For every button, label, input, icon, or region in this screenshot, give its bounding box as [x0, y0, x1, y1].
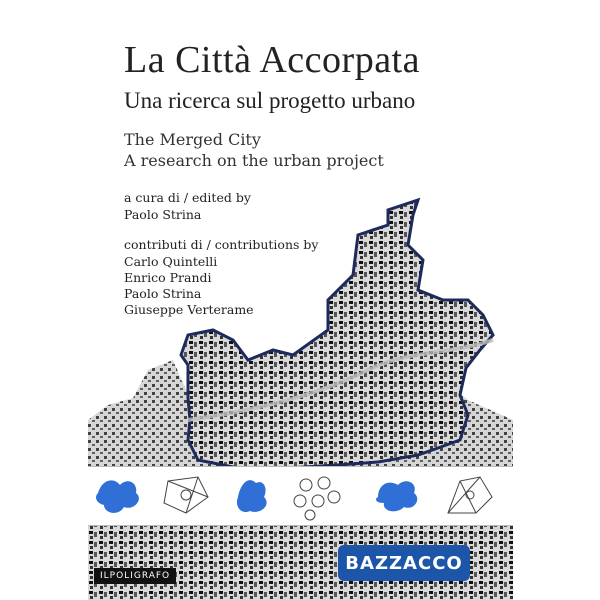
- diagram-strip: [88, 467, 513, 525]
- english-title: The Merged City: [124, 130, 261, 149]
- circles-diagram: [294, 477, 340, 520]
- blue-city-shape: [96, 480, 139, 513]
- blue-city-shape: [376, 481, 417, 511]
- line-diagram: [448, 477, 492, 513]
- english-subtitle: A research on the urban project: [124, 151, 384, 170]
- edited-by-label: a cura di / edited by: [124, 190, 251, 205]
- diagram-band: [88, 466, 513, 526]
- contributor-name: Paolo Strina: [124, 286, 202, 301]
- book-title: La Città Accorpata: [124, 39, 420, 81]
- book-cover: [88, 0, 513, 600]
- blue-city-shape: [237, 480, 267, 512]
- contributor-name: Enrico Prandi: [124, 270, 212, 285]
- book-subtitle: Una ricerca sul progetto urbano: [124, 88, 416, 113]
- contributor-name: Carlo Quintelli: [124, 254, 218, 269]
- line-diagram: [164, 477, 208, 513]
- contributions-label: contributi di / contributions by: [124, 237, 319, 252]
- publisher-logo: ILPOLIGRAFO: [94, 568, 176, 584]
- brand-badge: BAZZACCO: [338, 545, 470, 581]
- editor-name: Paolo Strina: [124, 207, 202, 222]
- contributor-name: Giuseppe Verterame: [124, 302, 254, 317]
